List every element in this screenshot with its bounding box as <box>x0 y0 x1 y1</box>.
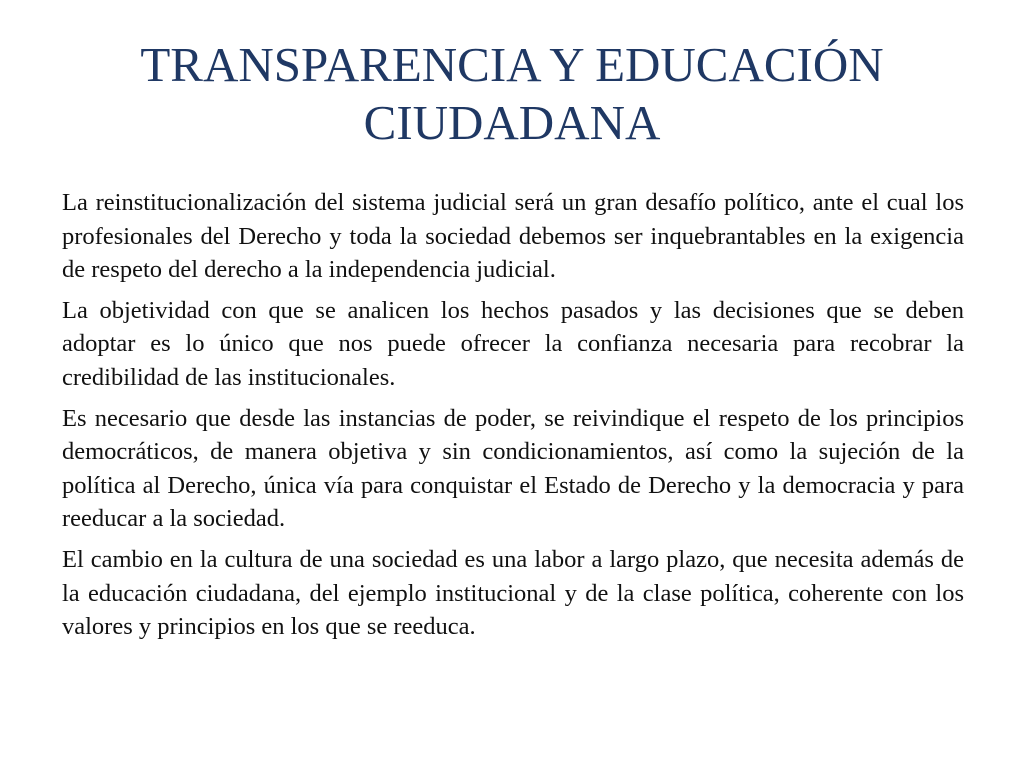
body-paragraph-2: La objetividad con que se analicen los hechos pasados y las decisiones que se deben adoptar es lo único que nos puede ofrecer la confianza necesaria para recobrar la credibilidad de las institucionales. <box>62 296 964 391</box>
slide-body <box>62 186 964 651</box>
body-paragraph-4: El cambio en la cultura de una sociedad es una labor a largo plazo, que necesita además de la educación ciudadana, del ejemplo institucional y de la clase política, coherente con los valores y principios en los que se reeduca. <box>62 545 964 641</box>
body-paragraph-1: La reinstitucionalización del sistema judicial será un gran desafío político, ante el cual los profesionales del Derecho y toda la sociedad debemos ser inquebrantables en la exigencia de respeto del derecho a la independencia judicial. <box>62 189 964 284</box>
slide-title <box>60 36 964 152</box>
body-paragraph-3: Es necesario que desde las instancias de poder, se reivindique el respeto de los principios democráticos, de manera objetiva y sin condicionamientos, así como la sujeción de la política al Derecho, única vía para conquistar el Estado de Derecho y la democracia y para reeducar a la sociedad. <box>62 404 964 533</box>
slide-title-line-2: CIUDADANA <box>363 95 661 150</box>
slide-title-line-1: TRANSPARENCIA Y EDUCACIÓN <box>140 37 884 92</box>
